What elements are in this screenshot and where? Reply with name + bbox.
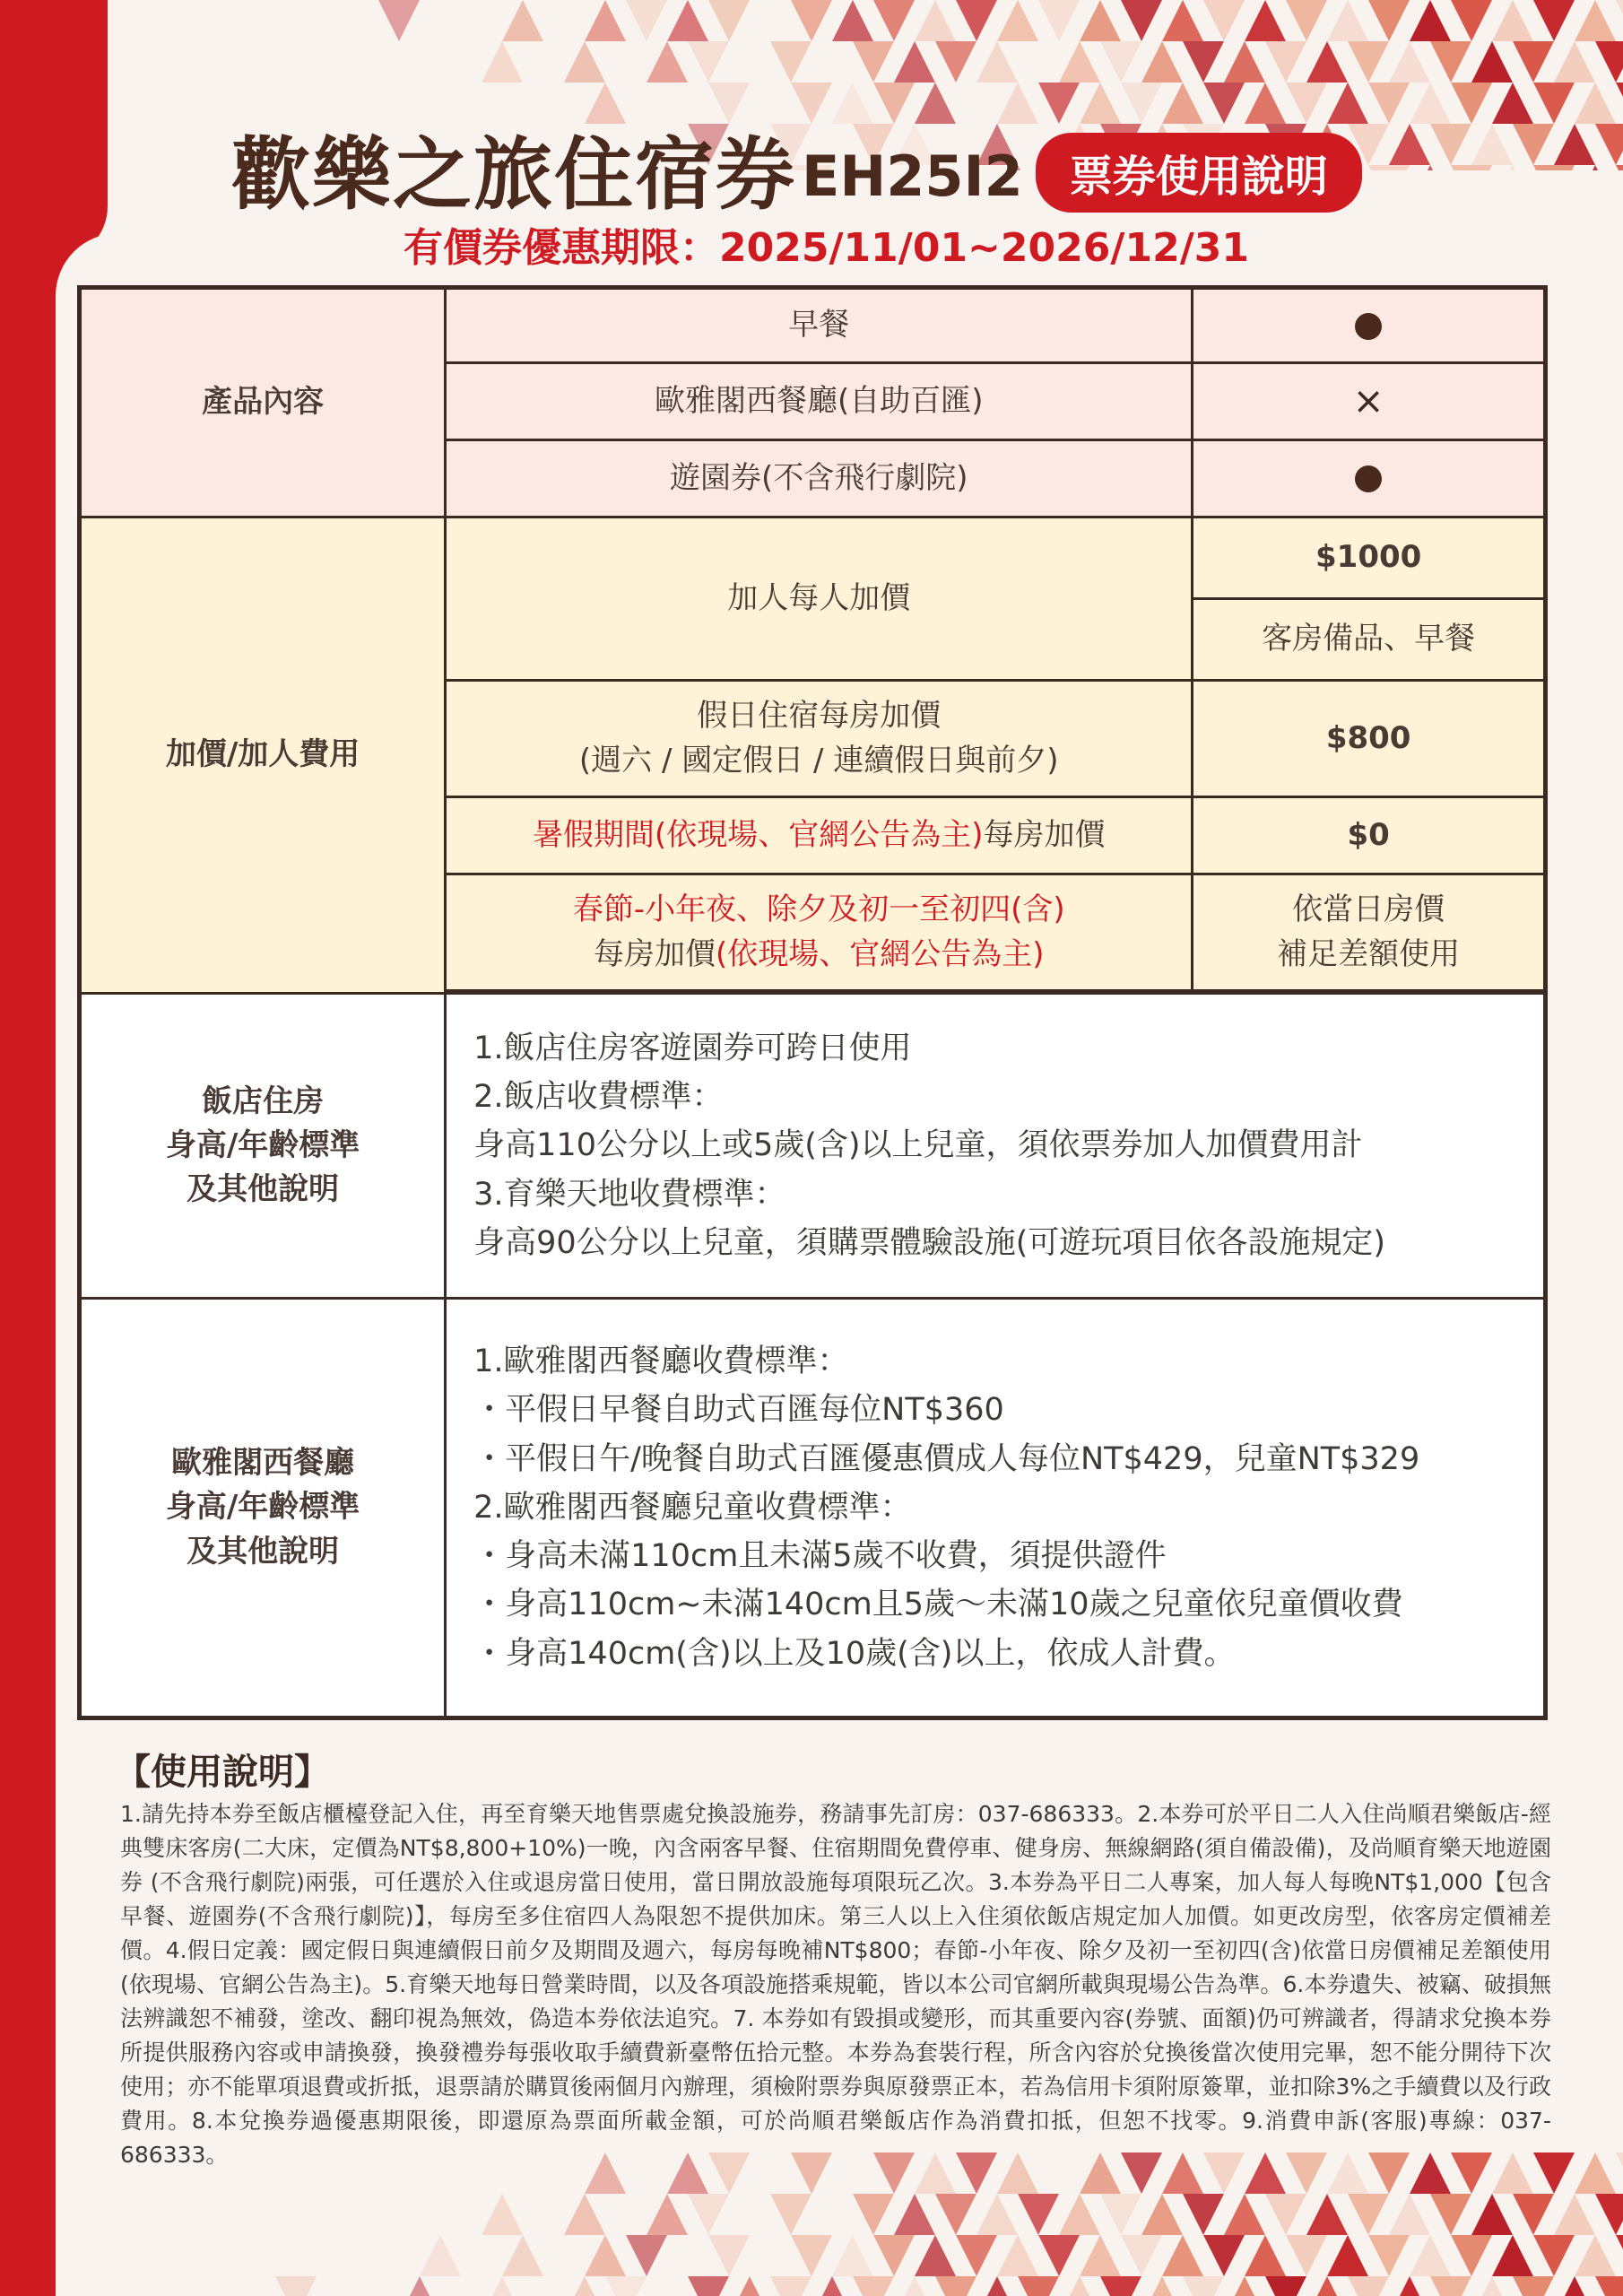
triangle-decoration bbox=[564, 2194, 605, 2235]
triangle-decoration bbox=[1100, 2276, 1141, 2296]
filled-circle-icon bbox=[1355, 313, 1382, 340]
lunar-price-line-2: 補足差額使用 bbox=[1277, 935, 1461, 972]
note-line: ・平假日早餐自助式百匯每位NT$360 bbox=[473, 1392, 1004, 1429]
triangle-decoration bbox=[482, 2276, 523, 2296]
triangle-decoration bbox=[853, 2194, 894, 2235]
triangle-decoration bbox=[626, 0, 667, 41]
triangle-decoration bbox=[1471, 41, 1513, 83]
triangle-decoration bbox=[1368, 0, 1410, 41]
product-header: 產品內容 bbox=[80, 288, 446, 517]
triangle-decoration bbox=[1492, 0, 1533, 41]
triangle-decoration bbox=[1533, 165, 1575, 170]
triangle-decoration bbox=[935, 2276, 976, 2296]
triangle-decoration bbox=[1018, 2276, 1059, 2296]
hotel-notes-header-line: 身高/年齡標準 bbox=[165, 1126, 360, 1163]
triangle-decoration bbox=[915, 2235, 956, 2276]
hotel-notes-header bbox=[80, 994, 446, 1299]
triangle-decoration bbox=[997, 0, 1038, 41]
page-title: 歡樂之旅住宿券 bbox=[231, 128, 797, 221]
triangle-decoration bbox=[1533, 2235, 1575, 2276]
triangle-decoration bbox=[1203, 2235, 1245, 2276]
triangle-decoration bbox=[770, 41, 812, 83]
restaurant-notes-header-line: 及其他說明 bbox=[187, 1533, 340, 1570]
triangle-decoration bbox=[1410, 2235, 1451, 2276]
triangle-decoration bbox=[667, 0, 708, 41]
triangle-decoration bbox=[688, 2194, 729, 2235]
triangle-decoration bbox=[1265, 41, 1306, 83]
triangle-decoration bbox=[1575, 0, 1616, 41]
triangle-decoration bbox=[1100, 41, 1141, 83]
triangle-decoration bbox=[1513, 2194, 1554, 2235]
triangle-decoration bbox=[1265, 2194, 1306, 2235]
triangle-decoration bbox=[1286, 2235, 1327, 2276]
triangle-decoration bbox=[1492, 83, 1533, 124]
note-line: ・身高未滿110cm且未滿5歲不收費，須提供證件 bbox=[473, 1538, 1167, 1575]
triangle-decoration bbox=[1554, 2194, 1595, 2235]
triangle-decoration bbox=[1080, 0, 1121, 41]
triangle-decoration bbox=[1595, 41, 1623, 83]
triangle-decoration bbox=[1513, 2276, 1554, 2296]
triangle-decoration bbox=[1410, 0, 1451, 41]
triangle-decoration bbox=[1224, 41, 1265, 83]
holiday-line-1: 假日住宿每房加價 bbox=[697, 698, 942, 735]
hotel-notes-header-line: 及其他說明 bbox=[187, 1171, 340, 1208]
triangle-decoration bbox=[647, 2194, 688, 2235]
note-line: 3.育樂天地收費標準： bbox=[473, 1176, 786, 1213]
triangle-decoration bbox=[1471, 2276, 1513, 2296]
hotel-notes-body bbox=[446, 994, 1546, 1299]
surcharge-row bbox=[80, 517, 1546, 599]
surcharge-header: 加價/加人費用 bbox=[80, 517, 446, 994]
triangle-decoration bbox=[1100, 2194, 1141, 2235]
triangle-decoration bbox=[1059, 2276, 1100, 2296]
triangle-decoration bbox=[1183, 2194, 1224, 2235]
triangle-decoration bbox=[1038, 0, 1080, 41]
triangle-decoration bbox=[378, 0, 420, 41]
voucher-code: EH25I2 bbox=[802, 143, 1023, 209]
triangle-decoration bbox=[1389, 2194, 1430, 2235]
holiday-surcharge-price: $800 bbox=[1193, 681, 1546, 797]
triangle-decoration bbox=[791, 0, 832, 41]
triangle-decoration bbox=[894, 41, 935, 83]
extra-person-label: 加人每人加價 bbox=[446, 517, 1193, 681]
extra-person-includes: 客房備品、早餐 bbox=[1193, 599, 1546, 681]
triangle-decoration bbox=[399, 2276, 440, 2296]
triangle-decoration bbox=[482, 41, 523, 83]
triangle-decoration bbox=[791, 2235, 832, 2276]
triangle-decoration bbox=[853, 41, 894, 83]
triangle-decoration bbox=[626, 2235, 667, 2276]
lunar-price-line-1: 依當日房價 bbox=[1292, 891, 1445, 928]
triangle-decoration bbox=[1368, 2235, 1410, 2276]
triangle-decoration bbox=[1265, 2276, 1306, 2296]
voucher-details-table bbox=[77, 285, 1548, 1720]
triangle-decoration bbox=[1595, 124, 1623, 165]
summer-per-room-text: 每房加價 bbox=[983, 816, 1106, 853]
title-row bbox=[231, 115, 1487, 222]
triangle-decoration bbox=[976, 2276, 1018, 2296]
triangle-decoration bbox=[1575, 2235, 1616, 2276]
triangle-decoration bbox=[832, 0, 873, 41]
triangle-decoration bbox=[1162, 2235, 1203, 2276]
triangle-decoration bbox=[1327, 0, 1368, 41]
summer-period-text: 暑假期間(依現場、官網公告為主) bbox=[532, 816, 984, 853]
triangle-decoration bbox=[1616, 2152, 1623, 2194]
lunar-new-year-line-1: 春節-小年夜、除夕及初一至初四(含) bbox=[572, 891, 1065, 928]
triangle-decoration bbox=[1533, 0, 1575, 41]
restaurant-notes-header-line: 歐雅閣西餐廳 bbox=[171, 1445, 355, 1482]
restaurant-notes-body bbox=[446, 1299, 1546, 1718]
product-item: 歐雅閣西餐廳(自助百匯) bbox=[446, 363, 1193, 440]
triangle-decoration bbox=[1575, 83, 1616, 124]
triangle-decoration bbox=[1616, 2235, 1623, 2276]
triangle-decoration bbox=[997, 2235, 1038, 2276]
triangle-decoration bbox=[1451, 2235, 1492, 2276]
triangle-decoration bbox=[688, 2276, 729, 2296]
usage-title: 【使用說明】 bbox=[115, 1752, 330, 1793]
triangle-decoration bbox=[647, 41, 688, 83]
usage-body: 1.請先持本券至飯店櫃檯登記入住，再至育樂天地售票處兌換設施券，務請事先訂房：037-686333。2.本券可於平日二人入住尚順君樂飯店-經典雙床客房(二大床，定價為NT$8,800+10%)一晚，內含兩客早餐、住宿期間免費停車、健身房、無線網路(須自備設備)，及尚順育樂天地遊園券 (不含飛行劇院)兩張，可任選於入住或退房當日使用，當日開放設施每項限玩乙次。3.本券為平日二人專案，加人每人每晚NT$1,000【包含早餐、遊園券(不含飛行劇院)】，每房至多住宿四人為限恕不提供加床。第三人以上入住須依飯店規定加人加價。如更改房型，依客房定價補差價。4.假日定義：國定假日與連續假日前夕及期間及週六，每房每晚補NT$800；春節-小年夜、除夕及初一至初四(含)依當日房價補足差額使用(依現場、官網公告為主)。5.育樂天地每日營業時間，以及各項設施搭乘規範，皆以本公司官網所載與現場公告為準。6.本券遺失、被竊、破損無法辨識恕不補發，塗改、翻印視為無效，偽造本券依法追究。7. 本券如有毀損或變形，而其重要內容(券號、面額)仍可辨識者，得請求兌換本券所提供服務內容或申請換發，換發禮券每張收取手續費新臺幣伍拾元整。本券為套裝行程，所含內容於兌換後當次使用完畢，恕不能分開待下次使用；亦不能單項退費或折抵，退票請於購買後兩個月內辦理，須檢附票券與原發票正本，若為信用卡須附原簽單，並扣除3%之手續費以及行政費用。8.本兌換券過優惠期限後，即還原為票面所載金額，可於尚順君樂飯店作為消費扣抵，但恕不找零。9.消費申訴(客服)專線：037-686333。 bbox=[120, 1801, 1551, 2168]
triangle-decoration bbox=[1059, 41, 1100, 83]
triangle-decoration bbox=[1451, 0, 1492, 41]
triangle-pattern-bottom bbox=[90, 2152, 1623, 2296]
triangle-decoration bbox=[1389, 2276, 1430, 2296]
lunar-new-year-label bbox=[446, 874, 1193, 991]
triangle-decoration bbox=[1348, 2276, 1389, 2296]
triangle-decoration bbox=[1471, 2194, 1513, 2235]
note-line: 身高90公分以上兒童，須購票體驗設施(可遊玩項目依各設施規定) bbox=[473, 1224, 1386, 1261]
triangle-decoration bbox=[1575, 2152, 1616, 2194]
triangle-decoration bbox=[1059, 2194, 1100, 2235]
lunar-new-year-line-2 bbox=[447, 933, 1191, 977]
product-mark-cell bbox=[1193, 363, 1546, 440]
note-line: 身高110公分以上或5歲(含)以上兒童，須依票券加人加價費用計 bbox=[473, 1127, 1363, 1164]
triangle-decoration bbox=[1430, 2276, 1471, 2296]
triangle-decoration bbox=[1554, 124, 1595, 165]
triangle-decoration bbox=[729, 2276, 770, 2296]
restaurant-notes-row bbox=[80, 1299, 1546, 1718]
triangle-decoration bbox=[770, 2194, 812, 2235]
triangle-decoration bbox=[915, 0, 956, 41]
triangle-decoration bbox=[873, 0, 915, 41]
cross-icon: × bbox=[1352, 378, 1384, 423]
triangle-decoration bbox=[585, 0, 626, 41]
triangle-decoration bbox=[1595, 2194, 1623, 2235]
triangle-decoration bbox=[1141, 2276, 1183, 2296]
note-line: 1.飯店住房客遊園券可跨日使用 bbox=[473, 1030, 912, 1066]
triangle-decoration bbox=[1554, 2276, 1595, 2296]
triangle-decoration bbox=[1492, 2235, 1533, 2276]
hotel-notes-header-line: 飯店住房 bbox=[202, 1083, 325, 1119]
triangle-decoration bbox=[585, 2235, 626, 2276]
triangle-decoration bbox=[770, 2276, 812, 2296]
triangle-decoration bbox=[1306, 2194, 1348, 2235]
triangle-decoration bbox=[1018, 2194, 1059, 2235]
note-line: 2.飯店收費標準： bbox=[473, 1079, 724, 1116]
triangle-decoration bbox=[812, 2276, 853, 2296]
triangle-decoration bbox=[1430, 2194, 1471, 2235]
triangle-decoration bbox=[1224, 2194, 1265, 2235]
product-mark-cell bbox=[1193, 288, 1546, 363]
product-mark-cell bbox=[1193, 440, 1546, 517]
triangle-decoration bbox=[1121, 0, 1162, 41]
triangle-decoration bbox=[1203, 0, 1245, 41]
triangle-decoration bbox=[1183, 41, 1224, 83]
triangle-decoration bbox=[502, 0, 543, 41]
lunar-per-room-text: 每房加價 bbox=[593, 935, 716, 972]
triangle-decoration bbox=[1141, 41, 1183, 83]
note-line: 1.歐雅閣西餐廳收費標準： bbox=[473, 1344, 849, 1380]
triangle-decoration bbox=[1245, 2235, 1286, 2276]
note-line: ・平假日午/晚餐自助式百匯優惠價成人每位NT$429，兒童NT$329 bbox=[473, 1440, 1420, 1477]
triangle-decoration bbox=[832, 2235, 873, 2276]
triangle-decoration bbox=[1348, 2194, 1389, 2235]
triangle-decoration bbox=[1306, 41, 1348, 83]
triangle-decoration bbox=[1513, 41, 1554, 83]
triangle-decoration bbox=[1492, 165, 1533, 170]
triangle-decoration bbox=[1245, 0, 1286, 41]
holiday-surcharge-label bbox=[446, 681, 1193, 797]
triangle-decoration bbox=[956, 2235, 997, 2276]
triangle-decoration bbox=[564, 41, 605, 83]
triangle-decoration bbox=[1554, 41, 1595, 83]
triangle-decoration bbox=[1616, 165, 1623, 170]
triangle-decoration bbox=[956, 0, 997, 41]
restaurant-notes-header bbox=[80, 1299, 446, 1718]
triangle-decoration bbox=[935, 2194, 976, 2235]
triangle-decoration bbox=[894, 2194, 935, 2235]
triangle-decoration bbox=[976, 2194, 1018, 2235]
product-row bbox=[80, 288, 1546, 363]
triangle-decoration bbox=[976, 41, 1018, 83]
triangle-decoration bbox=[1513, 124, 1554, 165]
triangle-decoration bbox=[894, 2276, 935, 2296]
triangle-decoration bbox=[1162, 0, 1203, 41]
triangle-decoration bbox=[708, 0, 750, 41]
triangle-decoration bbox=[275, 2276, 317, 2296]
note-line: 2.歐雅閣西餐廳兒童收費標準： bbox=[473, 1489, 912, 1526]
triangle-decoration bbox=[1533, 83, 1575, 124]
triangle-decoration bbox=[564, 2276, 605, 2296]
triangle-decoration bbox=[1616, 83, 1623, 124]
note-line: ・身高110cm~未滿140cm且5歲～未滿10歲之兒童依兒童價收費 bbox=[473, 1587, 1403, 1623]
triangle-decoration bbox=[1616, 0, 1623, 41]
triangle-decoration bbox=[1141, 2194, 1183, 2235]
restaurant-notes-header-line: 身高/年齡標準 bbox=[165, 1489, 360, 1526]
triangle-decoration bbox=[1327, 2235, 1368, 2276]
triangle-decoration bbox=[873, 2235, 915, 2276]
filled-circle-icon bbox=[1355, 465, 1382, 492]
validity-period: 有價券優惠期限：2025/11/01~2026/12/31 bbox=[404, 225, 1249, 271]
holiday-line-2: (週六 / 國定假日 / 連續假日與前夕) bbox=[578, 742, 1059, 778]
triangle-decoration bbox=[1389, 41, 1430, 83]
triangle-decoration bbox=[482, 2194, 523, 2235]
triangle-decoration bbox=[1038, 2235, 1080, 2276]
triangle-decoration bbox=[688, 41, 729, 83]
hotel-notes-row bbox=[80, 994, 1546, 1299]
triangle-decoration bbox=[853, 2276, 894, 2296]
triangle-decoration bbox=[1430, 41, 1471, 83]
product-item: 早餐 bbox=[446, 288, 1193, 363]
triangle-decoration bbox=[605, 2276, 647, 2296]
product-item: 遊園券(不含飛行劇院) bbox=[446, 440, 1193, 517]
triangle-decoration bbox=[1306, 2276, 1348, 2296]
triangle-decoration bbox=[1224, 2276, 1265, 2296]
summer-surcharge-price: $0 bbox=[1193, 797, 1546, 874]
triangle-decoration bbox=[1183, 2276, 1224, 2296]
triangle-decoration bbox=[935, 41, 976, 83]
triangle-decoration bbox=[1121, 2235, 1162, 2276]
triangle-decoration bbox=[1080, 2235, 1121, 2276]
triangle-decoration bbox=[1595, 2276, 1623, 2296]
triangle-decoration bbox=[1575, 165, 1616, 170]
triangle-decoration bbox=[1348, 41, 1389, 83]
lunar-notice-text: (依現場、官網公告為主) bbox=[715, 935, 1045, 972]
extra-person-price: $1000 bbox=[1193, 517, 1546, 599]
summer-surcharge-label bbox=[446, 797, 1193, 874]
lunar-new-year-price bbox=[1193, 874, 1546, 991]
triangle-decoration bbox=[502, 2235, 543, 2276]
note-line: ・身高140cm(含)以上及10歲(含)以上，依成人計費。 bbox=[473, 1635, 1236, 1672]
triangle-decoration bbox=[1286, 0, 1327, 41]
instructions-badge: 票券使用說明 bbox=[1036, 133, 1362, 213]
triangle-decoration bbox=[708, 2235, 750, 2276]
triangle-decoration bbox=[420, 2235, 461, 2276]
